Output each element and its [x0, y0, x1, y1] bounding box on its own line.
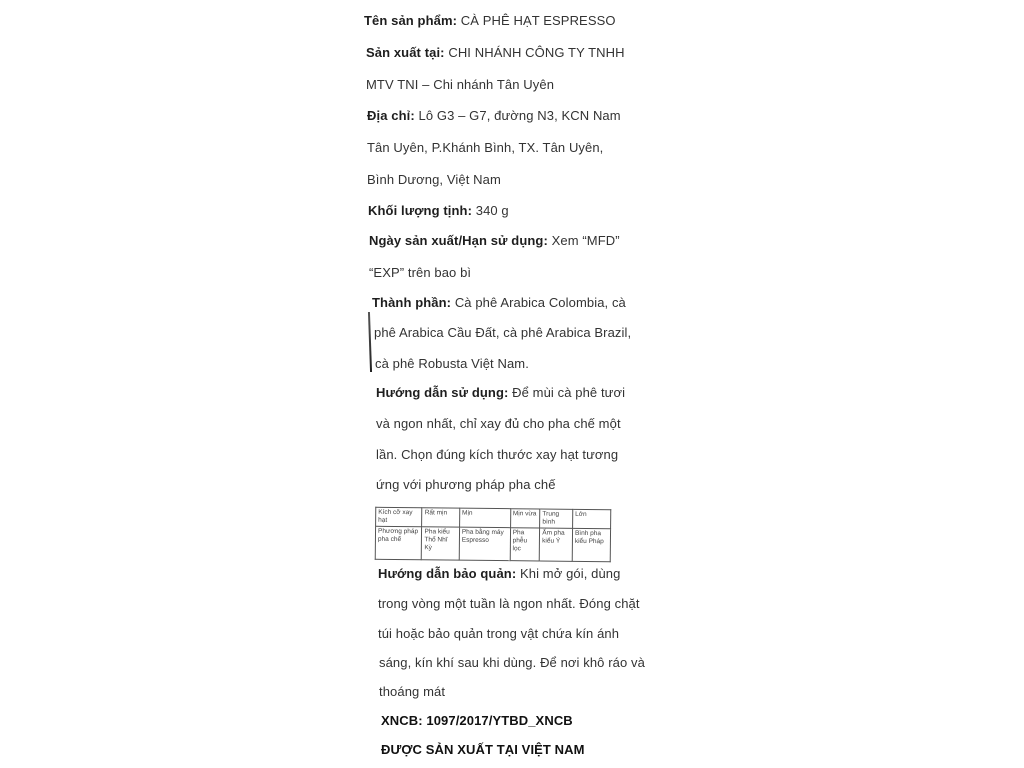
- storage-line-2: trong vòng một tuần là ngon nhất. Đóng chặt: [378, 596, 640, 611]
- grind-table-header-row: [376, 507, 611, 528]
- xncb-code: XNCB: 1097/2017/YTBD_XNCB: [381, 713, 573, 728]
- product-name-label: Tên sản phẩm:: [364, 13, 458, 28]
- dates-line-1: [369, 233, 620, 248]
- grind-size-table: [375, 507, 612, 562]
- storage-line-5: thoáng mát: [379, 684, 446, 699]
- grind-cell: Ấm pha kiểu Ý: [539, 528, 572, 561]
- made-in-vietnam: ĐƯỢC SẢN XUẤT TẠI VIỆT NAM: [381, 742, 585, 757]
- storage-line-1: [378, 566, 620, 581]
- manufacturer-line-1: [366, 45, 625, 60]
- manufacturer-label: Sản xuất tại:: [366, 45, 445, 60]
- storage-value-1: Khi mở gói, dùng: [520, 566, 621, 581]
- dates-label: Ngày sản xuất/Hạn sử dụng:: [369, 233, 548, 248]
- grind-cell: Pha bằng máy Espresso: [459, 527, 510, 561]
- grind-header-cell: Trung bình: [540, 509, 573, 528]
- net-weight-line: [368, 203, 509, 218]
- grind-cell: Pha phễu lọc: [510, 528, 540, 561]
- grind-header-cell: Rất mịn: [422, 508, 460, 527]
- usage-line-3: lần. Chọn đúng kích thước xay hạt tương: [376, 447, 619, 462]
- usage-label: Hướng dẫn sử dụng:: [376, 385, 509, 400]
- usage-line-4: ứng với phương pháp pha chế: [376, 477, 556, 492]
- address-value-1: Lô G3 – G7, đường N3, KCN Nam: [418, 108, 621, 123]
- net-weight-label: Khối lượng tịnh:: [368, 203, 473, 218]
- address-line-3: Bình Dương, Việt Nam: [367, 172, 501, 187]
- usage-value-1: Để mùi cà phê tươi: [512, 385, 626, 400]
- manufacturer-value-1: CHI NHÁNH CÔNG TY TNHH: [448, 45, 625, 60]
- usage-line-2: và ngon nhất, chỉ xay đủ cho pha chế một: [376, 416, 621, 431]
- grind-cell: Phương pháp pha chế: [375, 526, 422, 559]
- storage-line-4: sáng, kín khí sau khi dùng. Để nơi khô ráo và: [379, 655, 645, 670]
- ingredients-line-2: phê Arabica Cầu Đất, cà phê Arabica Brazil,: [374, 325, 632, 340]
- package-fold-line: [368, 312, 372, 372]
- storage-line-3: túi hoặc bảo quản trong vật chứa kín ánh: [378, 626, 620, 641]
- grind-header-cell: Lớn: [573, 509, 611, 528]
- usage-line-1: [376, 385, 625, 400]
- storage-label: Hướng dẫn bảo quản:: [378, 566, 517, 581]
- grind-header-cell: Mịn vừa: [510, 509, 540, 528]
- ingredients-label: Thành phần:: [372, 295, 452, 310]
- ingredients-value-1: Cà phê Arabica Colombia, cà: [454, 295, 626, 310]
- net-weight-value: 340 g: [475, 203, 509, 218]
- ingredients-line-1: [372, 295, 626, 310]
- product-name-value: CÀ PHÊ HẠT ESPRESSO: [460, 13, 616, 28]
- manufacturer-line-2: MTV TNI – Chi nhánh Tân Uyên: [366, 77, 555, 92]
- grind-cell: Bình pha kiểu Pháp: [572, 528, 610, 561]
- ingredients-line-3: cà phê Robusta Việt Nam.: [375, 356, 529, 371]
- dates-line-2: “EXP” trên bao bì: [369, 265, 472, 280]
- grind-header-cell: Kích cỡ xay hạt: [376, 507, 423, 526]
- grind-table-row: [375, 526, 610, 561]
- address-label: Địa chỉ:: [367, 108, 415, 123]
- grind-cell: Pha kiểu Thổ Nhĩ Kỳ: [422, 527, 460, 560]
- address-line-1: [367, 108, 621, 123]
- product-name-line: [364, 13, 616, 28]
- address-line-2: Tân Uyên, P.Khánh Bình, TX. Tân Uyên,: [367, 140, 604, 155]
- grind-header-cell: Mịn: [459, 508, 510, 528]
- dates-value-1: Xem “MFD”: [551, 233, 620, 248]
